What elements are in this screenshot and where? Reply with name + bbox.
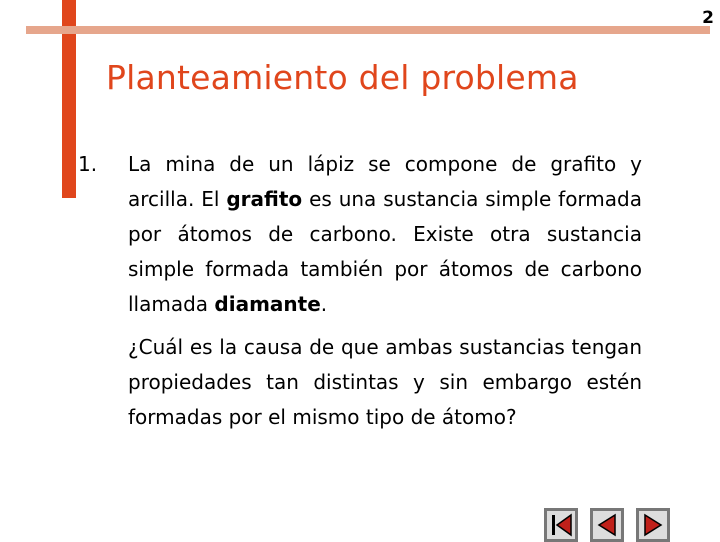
slide-title: Planteamiento del problema (106, 58, 579, 97)
paragraph-text: . (320, 292, 328, 316)
bold-term-diamante: diamante (214, 292, 321, 316)
first-page-icon (548, 512, 574, 538)
horizontal-accent-bar (26, 26, 710, 34)
next-page-button[interactable] (636, 508, 670, 542)
next-page-icon (640, 512, 666, 538)
first-page-button[interactable] (544, 508, 578, 542)
previous-page-icon (594, 512, 620, 538)
previous-page-button[interactable] (590, 508, 624, 542)
problem-paragraph (128, 147, 642, 322)
list-item-number: 1. (78, 152, 98, 176)
paragraph-text: La mina de un lápiz se compone de grafito y arcilla. El (128, 152, 642, 211)
bold-term-grafito: grafito (226, 187, 303, 211)
paragraph-text: es una sustancia simple formada por átomos de carbono. Existe otra sustancia simple formada también por átomos de carbono llamada (128, 187, 642, 316)
question-paragraph: ¿Cuál es la causa de que ambas sustancias tengan propiedades tan distintas y sin embargo estén formadas por el mismo tipo de átomo? (128, 335, 642, 429)
page-number: 2 (702, 8, 714, 28)
